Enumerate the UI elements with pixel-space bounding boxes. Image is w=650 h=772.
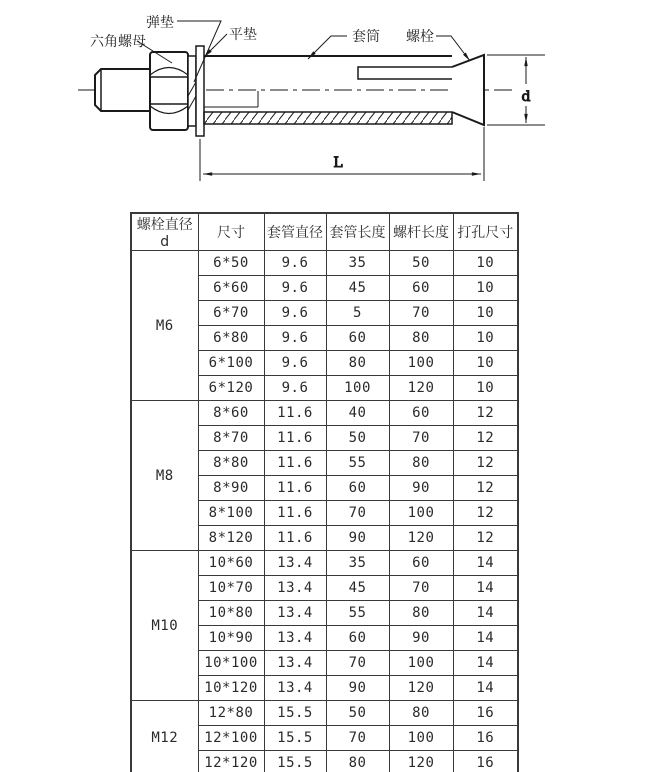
spec-cell: 100: [389, 726, 453, 751]
spec-cell: 50: [326, 701, 389, 726]
spec-cell: 12*100: [198, 726, 264, 751]
spec-cell: 100: [389, 501, 453, 526]
spec-cell: 12*120: [198, 751, 264, 772]
spec-cell: 10*100: [198, 651, 264, 676]
spec-cell: 11.6: [264, 451, 326, 476]
spec-cell: 10: [453, 251, 518, 276]
column-header: 螺栓直径d: [131, 213, 198, 251]
spec-cell: 60: [326, 626, 389, 651]
spec-cell: 120: [389, 526, 453, 551]
spec-cell: 8*100: [198, 501, 264, 526]
spec-cell: 10*80: [198, 601, 264, 626]
spec-cell: 9.6: [264, 276, 326, 301]
spec-cell: 90: [389, 476, 453, 501]
spec-cell: 70: [326, 501, 389, 526]
spec-cell: 10*120: [198, 676, 264, 701]
spec-cell: 6*50: [198, 251, 264, 276]
spec-cell: 11.6: [264, 501, 326, 526]
spec-cell: 90: [326, 676, 389, 701]
spec-cell: 70: [389, 426, 453, 451]
spec-cell: 70: [326, 651, 389, 676]
spec-cell: 6*120: [198, 376, 264, 401]
group-name-cell: M8: [131, 401, 198, 551]
hidden-shaft-line: [204, 91, 258, 107]
technical-drawing: [0, 0, 650, 205]
diameter-dim-label: d: [521, 89, 531, 105]
spec-cell: 16: [453, 751, 518, 772]
spec-table: [130, 212, 519, 772]
spec-cell: 12: [453, 526, 518, 551]
spec-cell: 35: [326, 251, 389, 276]
spec-cell: 50: [326, 426, 389, 451]
thread-end-shape: [95, 69, 150, 111]
spec-cell: 80: [389, 701, 453, 726]
spec-cell: 80: [389, 451, 453, 476]
spec-cell: 16: [453, 726, 518, 751]
spec-cell: 16: [453, 701, 518, 726]
spec-cell: 60: [389, 551, 453, 576]
spec-table-body: [131, 251, 518, 772]
spec-cell: 11.6: [264, 401, 326, 426]
spec-cell: 70: [389, 301, 453, 326]
hex-nut-shape: [150, 52, 188, 130]
column-header: 螺杆长度: [389, 213, 453, 251]
sleeve-label: 套筒: [352, 29, 380, 45]
spec-cell: 10: [453, 301, 518, 326]
spec-cell: 5: [326, 301, 389, 326]
column-header: 尺寸: [198, 213, 264, 251]
spec-cell: 45: [326, 576, 389, 601]
spec-cell: 12: [453, 401, 518, 426]
column-header: 套管直径: [264, 213, 326, 251]
spec-cell: 120: [389, 751, 453, 772]
spec-cell: 90: [326, 526, 389, 551]
spec-cell: 11.6: [264, 426, 326, 451]
length-dim-label: L: [333, 155, 343, 171]
spec-cell: 55: [326, 451, 389, 476]
spec-cell: 8*120: [198, 526, 264, 551]
spec-cell: 50: [389, 251, 453, 276]
spec-cell: 10*60: [198, 551, 264, 576]
spec-cell: 60: [389, 401, 453, 426]
spec-cell: 14: [453, 626, 518, 651]
spec-cell: 12: [453, 476, 518, 501]
table-row: [131, 251, 518, 276]
spec-cell: 14: [453, 601, 518, 626]
table-row: [131, 401, 518, 426]
spec-cell: 80: [389, 601, 453, 626]
spec-cell: 10: [453, 376, 518, 401]
sleeve-hatch-band: [204, 112, 452, 124]
column-header: 打孔尺寸: [453, 213, 518, 251]
spec-cell: 13.4: [264, 651, 326, 676]
flat-washer-leader: [204, 34, 227, 57]
spec-cell: 14: [453, 576, 518, 601]
spec-cell: 100: [389, 651, 453, 676]
spec-cell: 9.6: [264, 376, 326, 401]
group-name-cell: M10: [131, 551, 198, 701]
spec-cell: 9.6: [264, 301, 326, 326]
spec-cell: 10*70: [198, 576, 264, 601]
spec-cell: 6*60: [198, 276, 264, 301]
spec-cell: 13.4: [264, 601, 326, 626]
spec-cell: 15.5: [264, 751, 326, 772]
spec-cell: 10: [453, 276, 518, 301]
spec-cell: 8*80: [198, 451, 264, 476]
hex-nut-label: 六角螺母: [90, 34, 146, 50]
spec-cell: 10: [453, 351, 518, 376]
spec-cell: 80: [389, 326, 453, 351]
spec-cell: 6*100: [198, 351, 264, 376]
l-dimension: [200, 127, 484, 181]
spec-cell: 45: [326, 276, 389, 301]
table-row: [131, 701, 518, 726]
spec-cell: 80: [326, 351, 389, 376]
bolt-label: 螺栓: [406, 29, 434, 45]
spec-cell: 14: [453, 551, 518, 576]
spec-cell: 12: [453, 451, 518, 476]
spec-cell: 55: [326, 601, 389, 626]
spec-cell: 14: [453, 676, 518, 701]
spec-cell: 13.4: [264, 551, 326, 576]
spring-washer-label: 弹垫: [146, 15, 174, 31]
spec-cell: 11.6: [264, 476, 326, 501]
spring-washer-shape: [188, 56, 196, 126]
column-header: 套管长度: [326, 213, 389, 251]
table-row: [131, 551, 518, 576]
spec-cell: 100: [326, 376, 389, 401]
group-name-cell: M12: [131, 701, 198, 772]
spec-cell: 6*70: [198, 301, 264, 326]
spec-cell: 12: [453, 426, 518, 451]
spec-cell: 13.4: [264, 626, 326, 651]
sleeve-slot: [358, 67, 452, 79]
spec-cell: 8*60: [198, 401, 264, 426]
spec-cell: 6*80: [198, 326, 264, 351]
spec-cell: 120: [389, 376, 453, 401]
spec-cell: 14: [453, 651, 518, 676]
group-name-cell: M6: [131, 251, 198, 401]
bolt-leader: [436, 36, 470, 61]
spec-cell: 10*90: [198, 626, 264, 651]
spec-cell: 70: [389, 576, 453, 601]
spec-cell: 80: [326, 751, 389, 772]
spec-cell: 8*70: [198, 426, 264, 451]
spec-cell: 10: [453, 326, 518, 351]
cone-head-shape: [452, 55, 484, 125]
spec-cell: 120: [389, 676, 453, 701]
spec-cell: 15.5: [264, 701, 326, 726]
spec-cell: 40: [326, 401, 389, 426]
spec-cell: 100: [389, 351, 453, 376]
spec-cell: 12*80: [198, 701, 264, 726]
spec-cell: 60: [326, 326, 389, 351]
spec-cell: 13.4: [264, 576, 326, 601]
spec-cell: 12: [453, 501, 518, 526]
spec-cell: 9.6: [264, 326, 326, 351]
spec-cell: 9.6: [264, 351, 326, 376]
spec-cell: 60: [326, 476, 389, 501]
spec-cell: 15.5: [264, 726, 326, 751]
spec-cell: 8*90: [198, 476, 264, 501]
spec-cell: 11.6: [264, 526, 326, 551]
spec-cell: 90: [389, 626, 453, 651]
spec-cell: 70: [326, 726, 389, 751]
spec-cell: 13.4: [264, 676, 326, 701]
header-row: [131, 213, 518, 251]
flat-washer-label: 平垫: [229, 27, 257, 43]
flat-washer-shape: [196, 46, 204, 136]
spec-cell: 60: [389, 276, 453, 301]
spec-cell: 35: [326, 551, 389, 576]
spec-cell: 9.6: [264, 251, 326, 276]
